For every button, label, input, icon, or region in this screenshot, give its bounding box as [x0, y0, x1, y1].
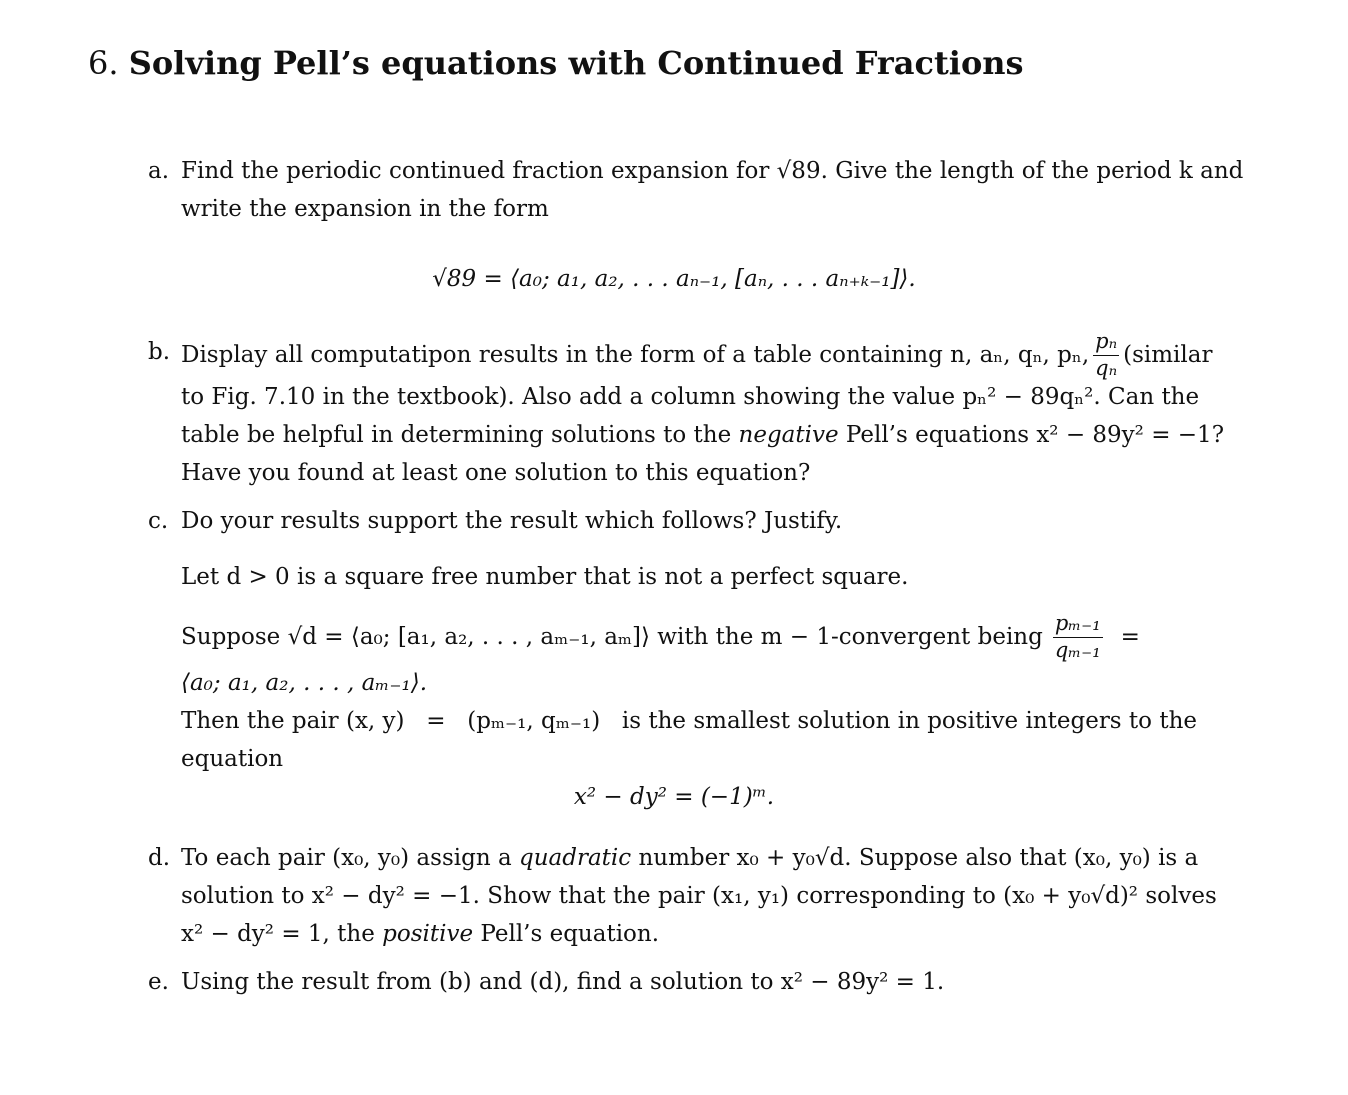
section-number: 6.	[88, 44, 119, 82]
part-d-label: d.	[148, 845, 171, 871]
part-c-line-2: Let d > 0 is a square free number that is not a perfect square.	[181, 564, 909, 590]
part-a-line-2: write the expansion in the form	[181, 196, 549, 222]
part-e-line-1: Using the result from (b) and (d), find a solution to x² − 89y² = 1.	[181, 969, 945, 995]
negative-emphasis: negative	[738, 422, 839, 448]
part-d-line-3-post: Pell’s equation.	[473, 921, 660, 947]
part-d-line-3	[181, 921, 659, 947]
part-c-line-5	[181, 708, 1197, 734]
part-c-line-6: equation	[181, 746, 284, 772]
part-d-line-1-pre: To each pair (x₀, y₀) assign a	[181, 845, 519, 871]
part-d-line-2: solution to x² − dy² = −1. Show that the pair (x₁, y₁) corresponding to (x₀ + y₀√d)² solves	[181, 883, 1217, 909]
part-b-line-4: Have you found at least one solution to this equation?	[181, 460, 811, 486]
part-c-line-5-c: (pₘ₋₁, qₘ₋₁)	[467, 708, 601, 734]
convergent-fraction	[1053, 612, 1103, 661]
part-b-line-3-post: Pell’s equations x² − 89y² = −1?	[838, 422, 1225, 448]
convergent-numerator: pₘ₋₁	[1053, 612, 1103, 637]
part-b-line-1	[181, 326, 1213, 384]
section-title	[88, 44, 1024, 82]
part-b-line-3	[181, 422, 1224, 448]
p-over-q-fraction	[1093, 330, 1119, 379]
part-c-line-3-text: Suppose √d = ⟨a₀; [a₁, a₂, . . . , aₘ₋₁, aₘ]⟩ with the m − 1-convergent being	[181, 624, 1043, 650]
positive-emphasis: positive	[382, 921, 474, 947]
part-c-line-1: Do your results support the result which follows? Justify.	[181, 508, 843, 534]
quadratic-emphasis: quadratic	[518, 845, 632, 871]
fraction-numerator: pₙ	[1093, 330, 1119, 355]
part-a-line-1: Find the periodic continued fraction expansion for √89. Give the length of the period k and	[181, 158, 1244, 184]
part-d-line-1	[181, 845, 1198, 871]
part-b-line-2: to Fig. 7.10 in the textbook). Also add a column showing the value pₙ² − 89qₙ². Can the	[181, 384, 1200, 410]
part-a-label: a.	[148, 158, 170, 184]
part-c-line-5-a: Then the pair (x, y)	[181, 708, 405, 734]
part-b-line-1-end: (similar	[1123, 342, 1213, 368]
part-a-display-equation: √89 = ⟨a₀; a₁, a₂, . . . aₙ₋₁, [aₙ, . . . aₙ₊ₖ₋₁]⟩.	[432, 266, 916, 292]
equals-sign: =	[1120, 624, 1140, 650]
part-c-line-3	[181, 608, 1140, 666]
part-c-label: c.	[148, 508, 169, 534]
part-b-line-3-pre: table be helpful in determining solutions to the	[181, 422, 739, 448]
part-b-line-1-text: Display all computatipon results in the form of a table containing n, aₙ, qₙ, pₙ,	[181, 342, 1090, 368]
part-b-label: b.	[148, 339, 171, 365]
part-c-line-5-d: is the smallest solution in positive integers to the	[621, 708, 1197, 734]
convergent-denominator: qₘ₋₁	[1054, 637, 1101, 662]
part-d-line-3-pre: x² − dy² = 1, the	[181, 921, 383, 947]
part-c-line-4: ⟨a₀; a₁, a₂, . . . , aₘ₋₁⟩.	[181, 670, 428, 696]
part-c-display-equation: x² − dy² = (−1)ᵐ.	[573, 784, 775, 810]
section-title-text: Solving Pell’s equations with Continued Fractions	[128, 44, 1024, 82]
fraction-denominator: qₙ	[1095, 355, 1118, 380]
part-e-label: e.	[148, 969, 169, 995]
part-d-line-1-post: number x₀ + y₀√d. Suppose also that (x₀, y₀) is a	[631, 845, 1199, 871]
part-c-line-5-b: =	[426, 708, 446, 734]
